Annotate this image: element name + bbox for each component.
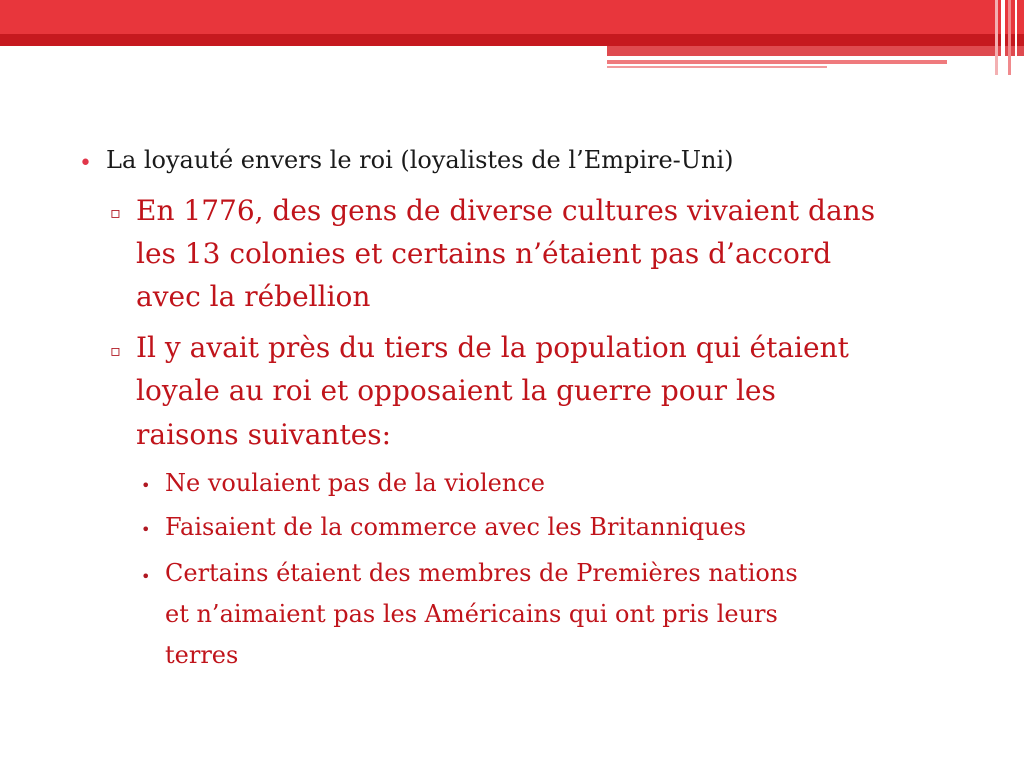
reason-first-nations-line-3: terres xyxy=(165,641,239,669)
subbullet-1776-line-2: les 13 colonies et certains n’étaient pas d’accord xyxy=(136,237,832,270)
subbullet-tiers-line-1: Il y avait près du tiers de la population qui étaient xyxy=(136,331,849,364)
level3-bullet: • xyxy=(141,567,151,586)
level1-bullet: • xyxy=(79,151,92,176)
level2-bullet: ▫ xyxy=(110,341,121,360)
subbullet-tiers-line-3: raisons suivantes: xyxy=(136,418,392,451)
reason-first-nations-line-2: et n’aimaient pas les Américains qui ont pris leurs xyxy=(165,600,778,628)
subbullet-1776-line-1: En 1776, des gens de diverse cultures vivaient dans xyxy=(136,194,876,227)
level3-bullet: • xyxy=(141,476,151,495)
subbullet-1776-line-3: avec la rébellion xyxy=(136,280,371,313)
bullet-text-loyalty: La loyauté envers le roi (loyalistes de l’Empire-Uni) xyxy=(106,146,734,174)
level2-bullet: ▫ xyxy=(110,203,121,222)
level3-bullet: • xyxy=(141,520,151,539)
reason-commerce: Faisaient de la commerce avec les Britanniques xyxy=(165,513,747,541)
subbullet-tiers-line-2: loyale au roi et opposaient la guerre pour les xyxy=(136,374,776,407)
reason-violence: Ne voulaient pas de la violence xyxy=(165,469,545,497)
reason-first-nations-line-1: Certains étaient des membres de Premières nations xyxy=(165,559,798,587)
